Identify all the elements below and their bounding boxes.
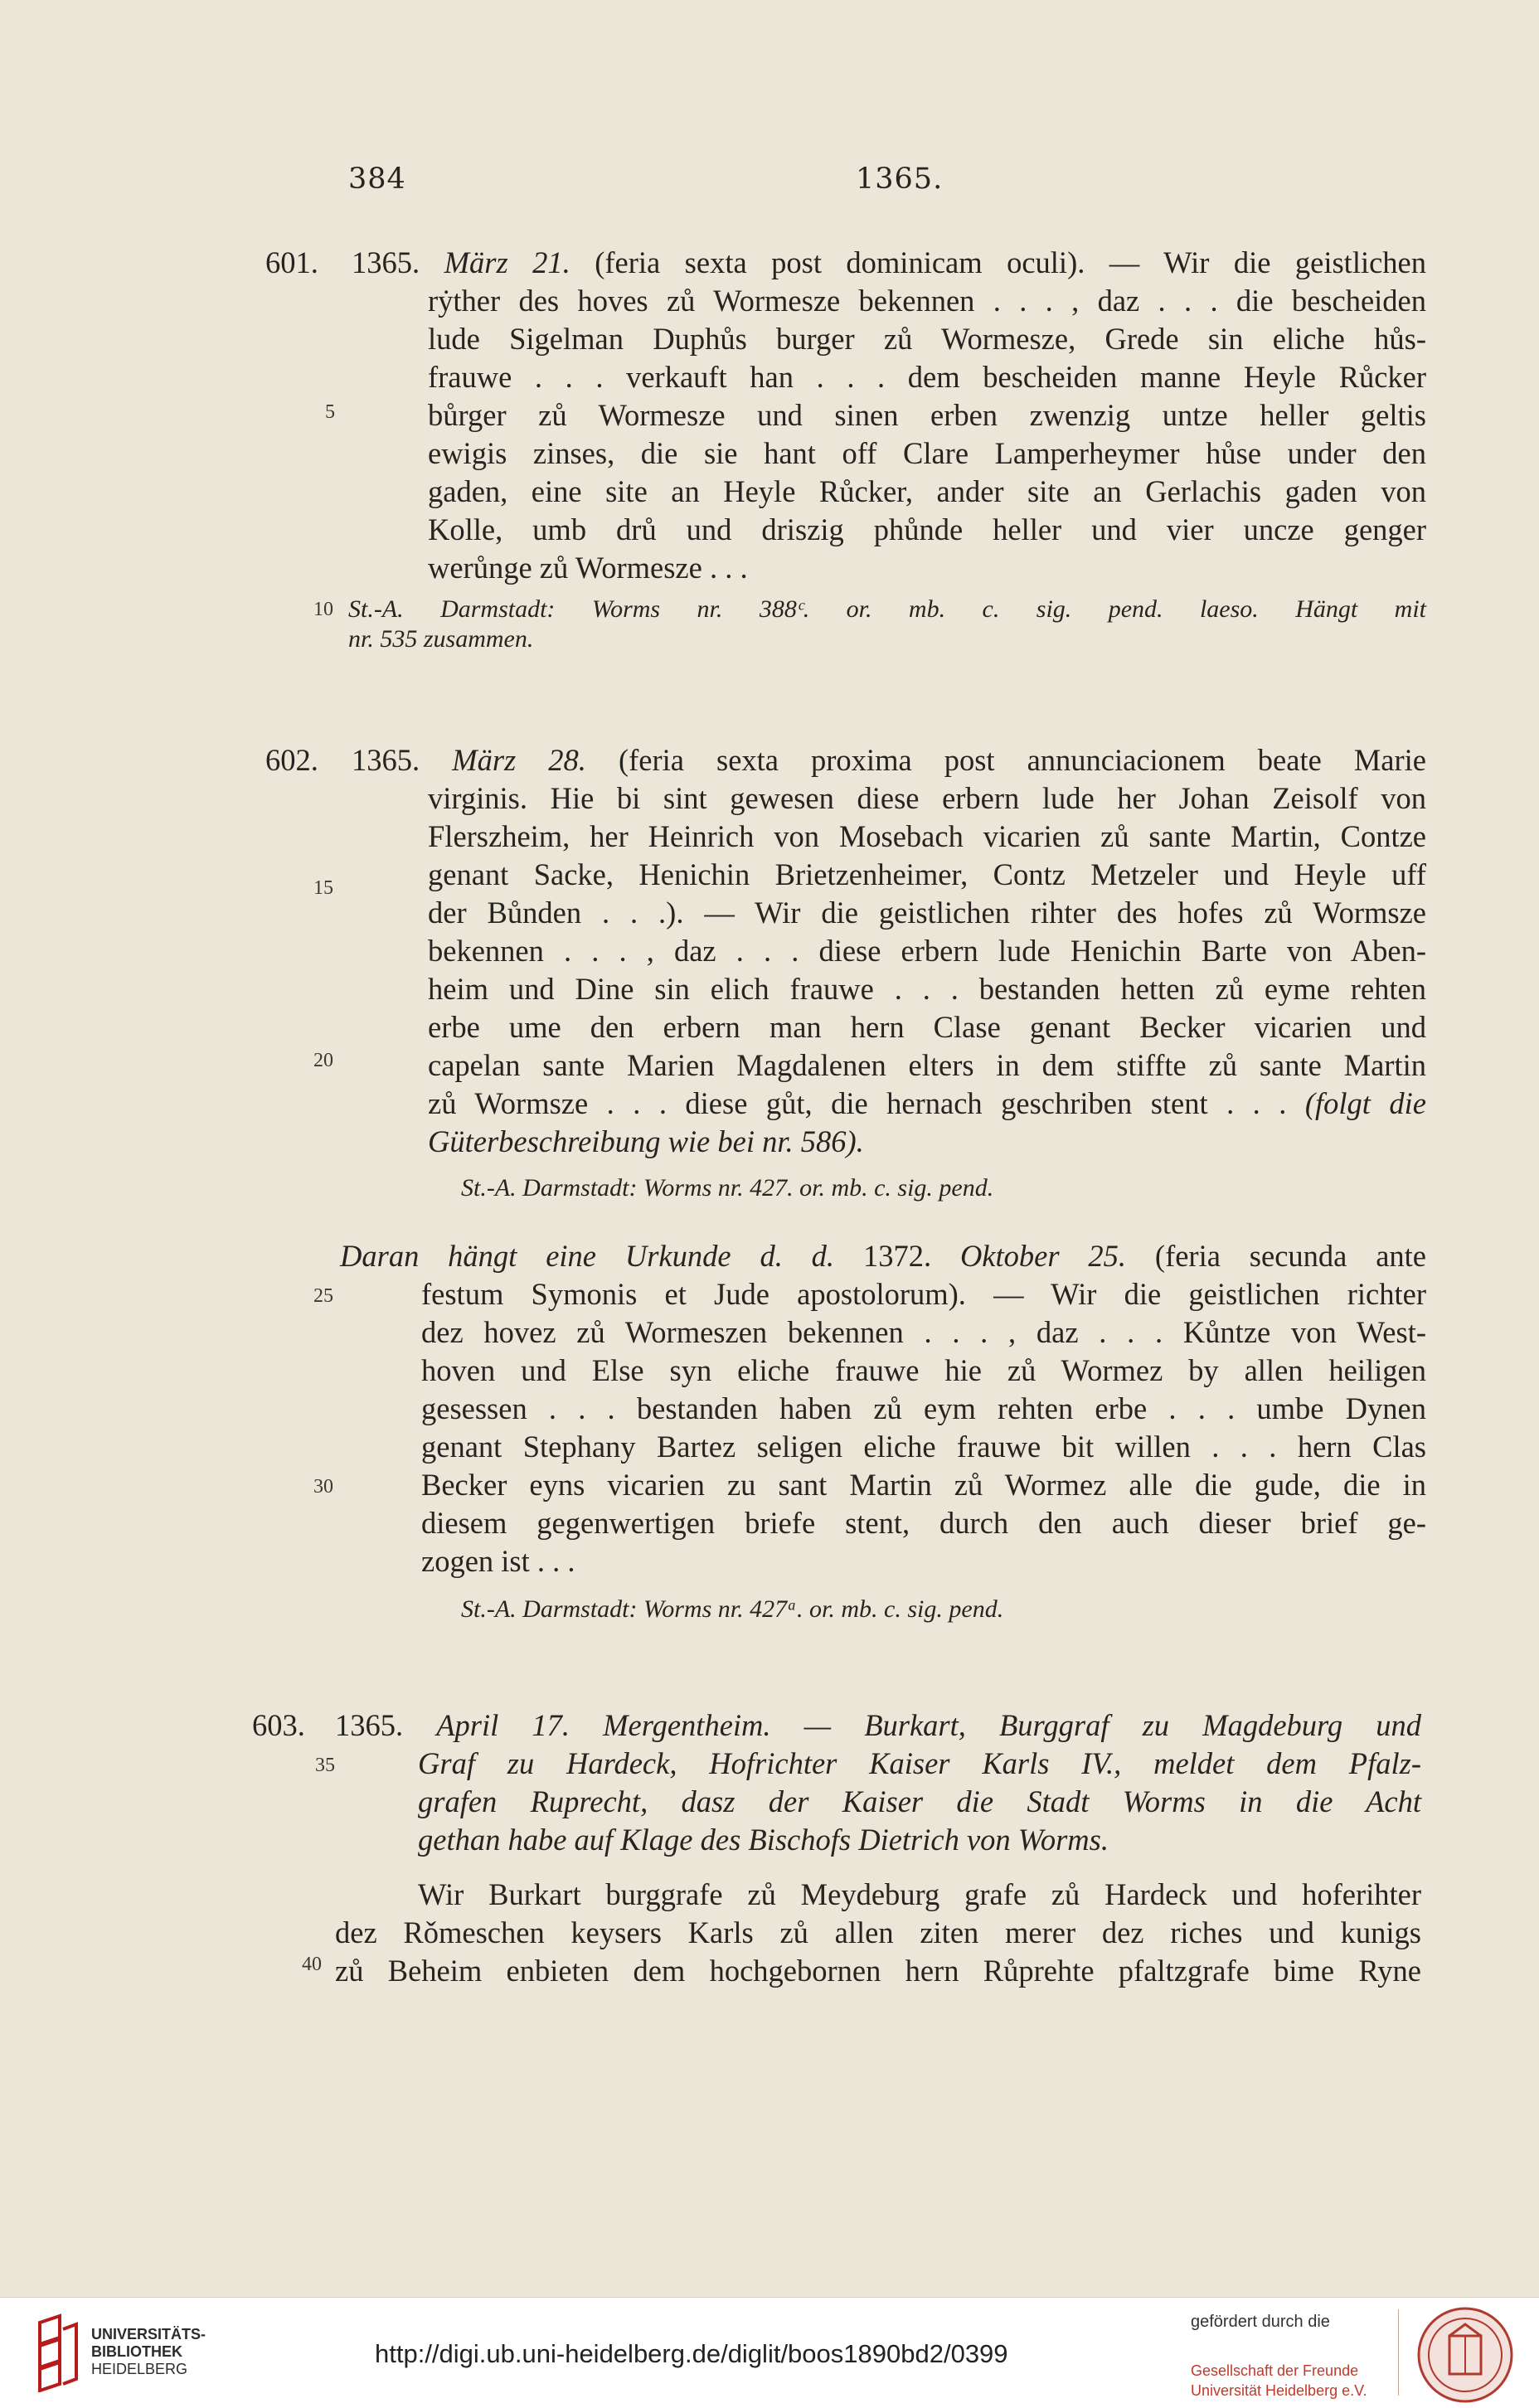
regest-line: 1365. April 17. Mergentheim. — Burkart, Burggraf zu Magdeburg und	[335, 1708, 1421, 1742]
entry-text-line: heim und Dine sin elich frauwe . . . bestanden hetten zů eyme rehten	[428, 972, 1426, 1006]
footer-divider	[1398, 2309, 1399, 2396]
entry-text-line: Güterbeschreibung wie bei nr. 586).	[428, 1124, 864, 1158]
regest-line: grafen Ruprecht, dasz der Kaiser die Stadt Worms in die Acht	[418, 1784, 1421, 1818]
entry-text-line: ewigis zinses, die sie hant off Clare Lamperheymer hůse under den	[428, 436, 1426, 470]
regest-line: Graf zu Hardeck, Hofrichter Kaiser Karls IV., meldet dem Pfalz-	[418, 1746, 1421, 1780]
entry-number: 602.	[265, 743, 318, 777]
margin-line-number: 20	[313, 1050, 333, 1071]
archive-citation: nr. 535 zusammen.	[348, 625, 534, 653]
archive-citation: St.-A. Darmstadt: Worms nr. 427ᵃ. or. mb. c. sig. pend.	[461, 1595, 1004, 1623]
entry-text-line: 1365. März 28. (feria sexta proxima post annunciacionem beate Marie	[352, 743, 1426, 777]
entry-text-line: bekennen . . . , daz . . . diese erbern lude Henichin Barte von Aben-	[428, 934, 1426, 968]
regest-line: gethan habe auf Klage des Bischofs Dietrich von Worms.	[418, 1823, 1109, 1857]
addendum-text-line: genant Stephany Bartez seligen eliche frauwe bit willen . . . hern Clas	[421, 1430, 1426, 1464]
margin-line-number: 25	[313, 1285, 333, 1307]
university-seal-icon	[1416, 2306, 1514, 2404]
addendum-text-line: Daran hängt eine Urkunde d. d. 1372. Oktober 25. (feria secunda ante	[340, 1239, 1427, 1273]
ub-heidelberg-logo-icon	[33, 2313, 83, 2392]
addendum-text-line: festum Symonis et Jude apostolorum). — Wir die geistlichen richter	[421, 1277, 1426, 1311]
entry-text-line: genant Sacke, Henichin Brietzenheimer, Contz Metzeler und Heyle uff	[428, 857, 1426, 891]
entry-text-line: gaden, eine site an Heyle Růcker, ander site an Gerlachis gaden von	[428, 474, 1426, 508]
entry-text-line: erbe ume den erbern man hern Clase genant Becker vicarien und	[428, 1010, 1426, 1044]
entry-text-line: rẏther des hoves zů Wormesze bekennen . . . , daz . . . die bescheiden	[428, 284, 1426, 318]
entry-text-line: zů Wormsze . . . diese gůt, die hernach geschriben stent . . . (folgt die	[428, 1086, 1426, 1120]
entry-text-line: capelan sante Marien Magdalenen elters in dem stiffte zů sante Martin	[428, 1048, 1426, 1082]
addendum-text-line: hoven und Else syn eliche frauwe hie zů Wormez by allen heiligen	[421, 1353, 1426, 1387]
entry-number: 601.	[265, 245, 318, 279]
margin-line-number: 15	[313, 877, 333, 899]
sponsor-label: gefördert durch die	[1191, 2313, 1330, 2331]
permalink-url[interactable]: http://digi.ub.uni-heidelberg.de/diglit/boos1890bd2/0399	[375, 2339, 1008, 2368]
entry-text-line: virginis. Hie bi sint gewesen diese erbern lude her Johan Zeisolf von	[428, 781, 1426, 815]
entry-text-line: frauwe . . . verkauft han . . . dem bescheiden manne Heyle Růcker	[428, 360, 1426, 394]
document-text-line: zů Beheim enbieten dem hochgebornen hern Růprehte pfaltzgrafe bime Ryne	[335, 1954, 1421, 1988]
entry-number: 603.	[252, 1708, 305, 1742]
archive-citation: St.-A. Darmstadt: Worms nr. 427. or. mb. c. sig. pend.	[461, 1174, 994, 1202]
entry-text-line: werůnge zů Wormesze . . .	[428, 551, 748, 585]
footer-bar	[0, 2297, 1539, 2408]
entry-text-line: Kolle, umb drů und driszig phůnde heller und vier uncze genger	[428, 512, 1426, 546]
entry-text-line: lude Sigelman Duphůs burger zů Wormesze, Grede sin eliche hůs-	[428, 322, 1426, 356]
document-text-line: Wir Burkart burggrafe zů Meydeburg grafe zů Hardeck und hoferihter	[418, 1877, 1421, 1911]
margin-line-number: 40	[302, 1954, 322, 1975]
addendum-text-line: Becker eyns vicarien zu sant Martin zů Wormez alle die gude, die in	[421, 1468, 1426, 1502]
entry-text-line: Flerszheim, her Heinrich von Mosebach vicarien zů sante Martin, Contze	[428, 819, 1426, 853]
addendum-text-line: zogen ist . . .	[421, 1544, 575, 1578]
margin-line-number: 10	[313, 599, 333, 620]
entry-text-line: bůrger zů Wormesze und sinen erben zwenzig untze heller geltis	[428, 398, 1426, 432]
margin-line-number: 30	[313, 1476, 333, 1498]
page-number: 384	[348, 163, 406, 196]
addendum-text-line: diesem gegenwertigen briefe stent, durch den auch dieser brief ge-	[421, 1506, 1426, 1540]
sponsor-name[interactable]: Gesellschaft der Freunde Universität Heidelberg e.V.	[1191, 2362, 1367, 2399]
margin-line-number: 35	[315, 1755, 335, 1776]
margin-line-number: 5	[325, 401, 335, 423]
addendum-text-line: dez hovez zů Wormeszen bekennen . . . , daz . . . Kůntze von West-	[421, 1315, 1426, 1349]
entry-text-line: 1365. März 21. (feria sexta post dominicam oculi). — Wir die geistlichen	[352, 245, 1427, 279]
document-text-line: dez Rǒmeschen keysers Karls zů allen ziten merer dez riches und kunigs	[335, 1915, 1421, 1949]
archive-citation: St.-A. Darmstadt: Worms nr. 388ᶜ. or. mb. c. sig. pend. laeso. Hängt mit	[348, 595, 1426, 623]
addendum-text-line: gesessen . . . bestanden haben zů eym rehten erbe . . . umbe Dynen	[421, 1391, 1426, 1425]
library-name: UNIVERSITÄTS- BIBLIOTHEK HEIDELBERG	[91, 2326, 206, 2377]
running-head-year: 1365.	[856, 163, 944, 196]
entry-text-line: der Bůnden . . .). — Wir die geistlichen rihter des hofes zů Wormsze	[428, 896, 1426, 930]
